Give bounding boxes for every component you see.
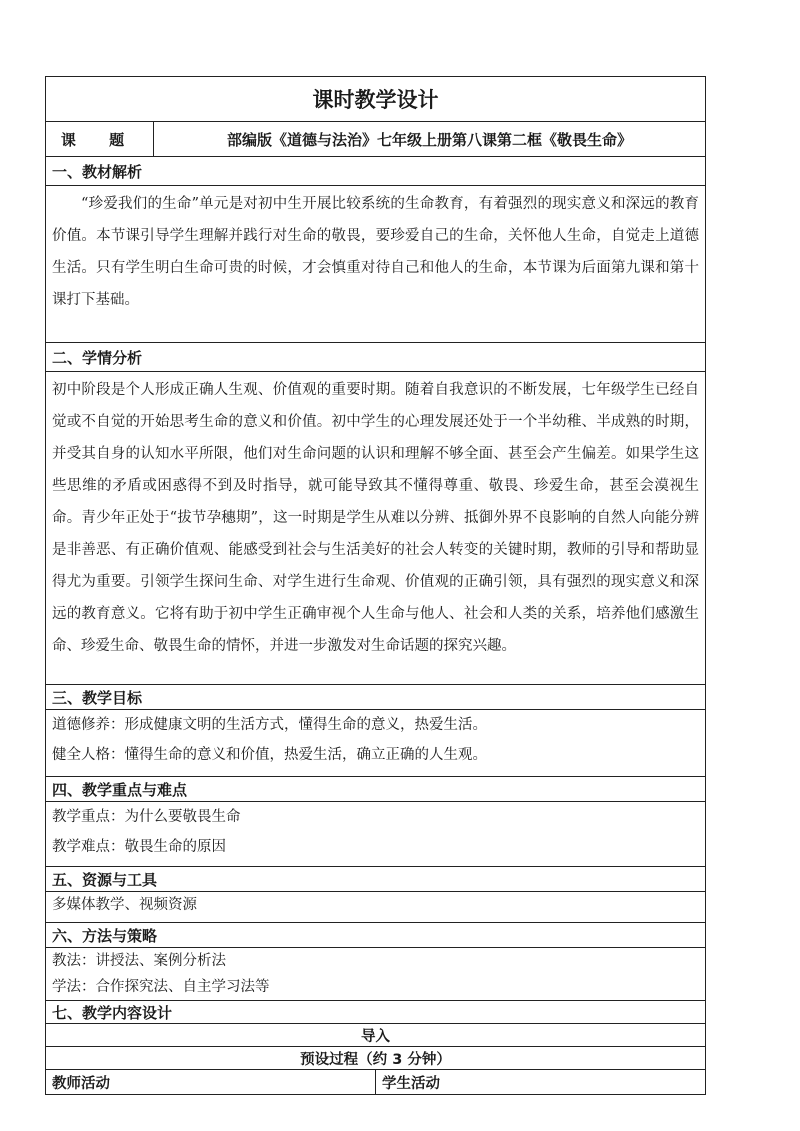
lesson-plan-sheet [45, 76, 705, 1095]
section-heading-material: 一、教材解析 [46, 157, 706, 186]
method-line: 教法：讲授法、案例分析法 [52, 953, 226, 969]
resource-line: 多媒体教学、视频资源 [52, 897, 197, 913]
section-heading-content: 七、教学内容设计 [46, 1001, 706, 1024]
goal-line: 道德修养：形成健康文明的生活方式，懂得生命的意义，热爱生活。 [52, 717, 487, 733]
document-title: 课时教学设计 [46, 77, 706, 122]
section-body-resources [46, 892, 706, 923]
focus-line: 教学难点：敬畏生命的原因 [52, 839, 226, 855]
method-line: 学法：合作探究法、自主学习法等 [52, 979, 270, 995]
section-heading-focus: 四、教学重点与难点 [46, 777, 706, 802]
section-text-students: 初中阶段是个人形成正确人生观、价值观的重要时期。随着自我意识的不断发展，七年级学生已经自觉或不自觉的开始思考生命的意义和价值。初中学生的心理发展还处于一个半幼稚、半成熟的时期，并受其自身的认知水平所限，他们对生命问题的认识和理解不够全面、甚至会产生偏差。如果学生这些思维的矛盾或困惑得不到及时指导，就可能导致其不懂得尊重、敬畏、珍爱生命，甚至会漠视生命。青少年正处于“拔节孕穗期”，这一时期是学生从难以分辨、抵御外界不良影响的自然人向能分辨是非善恶、有正确价值观、能感受到社会与生活美好的社会人转变的关键时期，教师的引导和帮助显得尤为重要。引领学生探问生命、对学生进行生命观、价值观的正确引领，具有强烈的现实意义和深远的教育意义。它将有助于初中学生正确审视个人生命与他人、社会和人类的关系，培养他们感激生命、珍爱生命、敬畏生命的情怀，并进一步激发对生命话题的探究兴趣。 [46, 372, 706, 685]
lesson-plan-table [45, 76, 706, 1095]
section-body-focus [46, 802, 706, 867]
intro-heading: 导入 [46, 1024, 706, 1047]
teacher-activity-header: 教师活动 [46, 1070, 376, 1095]
intro-process: 预设过程（约 3 分钟） [46, 1047, 706, 1070]
section-body-methods [46, 948, 706, 1001]
section-body-goals [46, 710, 706, 777]
topic-label: 课 题 [46, 122, 154, 157]
section-text-material: “珍爱我们的生命”单元是对初中生开展比较系统的生命教育，有着强烈的现实意义和深远的教育价值。本节课引导学生理解并践行对生命的敬畏，要珍爱自己的生命，关怀他人生命，自觉走上道德生活。只有学生明白生命可贵的时候，才会慎重对待自己和他人的生命，本节课为后面第九课和第十课打下基础。 [46, 186, 706, 343]
student-activity-header: 学生活动 [376, 1070, 706, 1095]
section-heading-methods: 六、方法与策略 [46, 923, 706, 948]
goal-line: 健全人格：懂得生命的意义和价值，热爱生活，确立正确的人生观。 [52, 747, 487, 763]
section-heading-goals: 三、教学目标 [46, 685, 706, 710]
section-heading-students: 二、学情分析 [46, 343, 706, 372]
topic-value: 部编版《道德与法治》七年级上册第八课第二框《敬畏生命》 [154, 122, 706, 157]
focus-line: 教学重点：为什么要敬畏生命 [52, 809, 241, 825]
section-heading-resources: 五、资源与工具 [46, 867, 706, 892]
